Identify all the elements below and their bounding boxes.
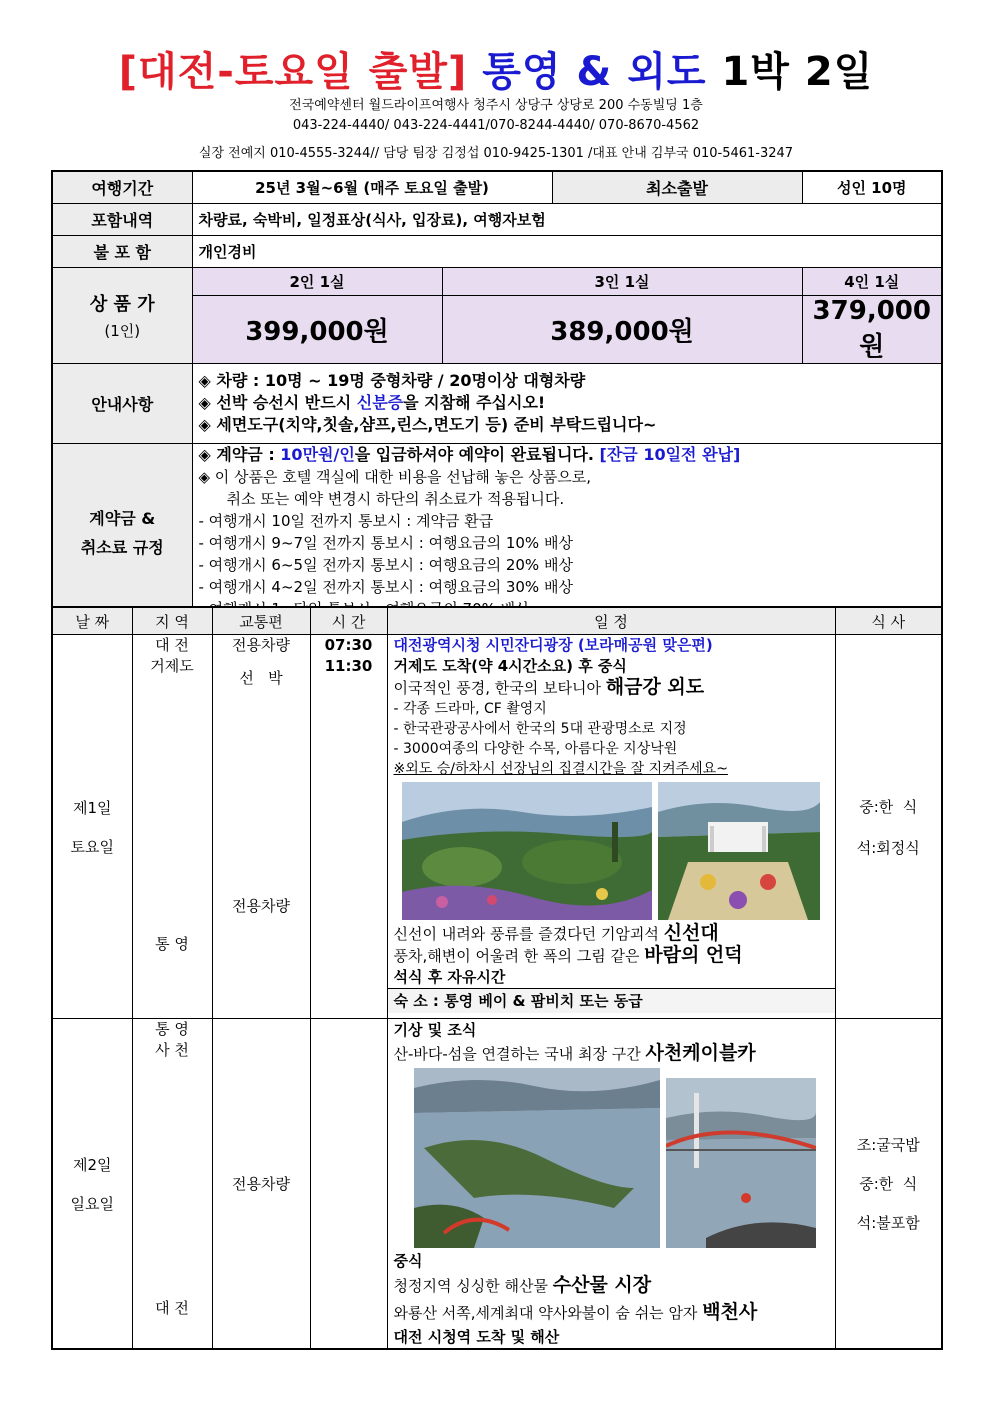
day1-hotel: 숙 소 : 통영 베이 & 팜비치 또는 동급 (388, 988, 835, 1013)
day1-it-8-a: 신선이 내려와 풍류를 즐겼다던 기암괴석 (393, 925, 664, 943)
day1-it-2: 거제도 도착(약 4시간소요) 후 중식 (393, 657, 627, 675)
cancel-line-3: 취소 또는 예약 변경시 하단의 취소료가 적용됩니다. (226, 489, 565, 508)
day2-it-5 (394, 1299, 829, 1326)
cancel-content (192, 443, 942, 621)
wind-hill-highlight: 바람의 언덕 (644, 944, 743, 966)
balance-note: [잔금 10일전 완납] (599, 444, 741, 464)
title-destination: 통영 & 외도 (482, 49, 707, 95)
day1-itinerary (387, 635, 835, 1019)
day1-time-2: 11:30 (324, 657, 373, 675)
period-label: 여행기간 (52, 171, 192, 203)
oedo-highlight: 해금강 외도 (605, 676, 705, 698)
day2-region-3: 대 전 (155, 1299, 189, 1317)
day2-it-3: 중식 (393, 1252, 423, 1270)
day2-itinerary (387, 1019, 835, 1350)
day1-it-5: - 한국관광공사에서 한국의 5대 관광명소로 지정 (393, 721, 687, 737)
day2-meal (835, 1019, 942, 1350)
incl-value: 차량료, 숙박비, 일정표상(식사, 입장료), 여행자보험 (192, 203, 942, 235)
excl-value: 개인경비 (192, 235, 942, 267)
cancel-line-5: - 여행개시 9~7일 전까지 통보시 : 여행요금의 10% 배상 (198, 533, 573, 552)
notice-id-card: 신분증 (356, 393, 404, 412)
day2-it-6: 대전 시청역 도착 및 해산 (393, 1328, 560, 1346)
price-label (52, 267, 192, 363)
day1-photos (394, 779, 829, 923)
excl-label: 불 포 함 (52, 235, 192, 267)
day2-it-4 (394, 1272, 829, 1299)
page-title (0, 40, 992, 97)
day1-weekday: 토요일 (70, 837, 114, 856)
price-3: 389,000원 (442, 295, 802, 363)
period-value: 25년 3월~6월 (매주 토요일 출발) (192, 171, 552, 203)
cancel-label-2: 취소료 규정 (80, 537, 164, 557)
day2-region (132, 1019, 212, 1350)
day2-region-2: 사 천 (155, 1041, 189, 1059)
notice-line-2-a: ◈ 선박 승선시 반드시 (198, 393, 357, 412)
sacheon-aerial-photo (414, 1068, 660, 1248)
incl-label: 포함내역 (52, 203, 192, 235)
cancel-line-6: - 여행개시 6~5일 전까지 통보시 : 여행요금의 20% 배상 (198, 555, 573, 574)
notice-line-1: ◈ 차량 : 10명 ~ 19명 중형차량 / 20명이상 대형차량 (198, 371, 586, 390)
day2-date (52, 1019, 132, 1350)
col-itinerary: 일 정 (387, 607, 835, 635)
day1-region-3: 통 영 (155, 935, 189, 953)
notice-content (192, 363, 942, 443)
price-label-sub: (1인) (104, 321, 141, 340)
day2-weekday: 일요일 (70, 1194, 114, 1213)
day1-it-9-a: 풍차,해변이 어울려 한 폭의 그림 같은 (393, 947, 645, 965)
day2-meal-2: 중:한 식 (859, 1175, 918, 1193)
day1-meal-1: 중:한 식 (859, 797, 918, 816)
day1-it-4: - 각종 드라마, CF 촬영지 (393, 701, 547, 717)
schedule-table (51, 606, 943, 1350)
day1-row (52, 635, 942, 1019)
day1-it-7: ※외도 승/하차시 선장님의 집결시간을 잘 지켜주세요~ (393, 761, 728, 777)
baekcheonsa-highlight: 백천사 (702, 1301, 758, 1323)
cancel-label-1: 계약금 & (89, 508, 156, 528)
day1-date (52, 635, 132, 1019)
day1-region-2: 거제도 (150, 657, 194, 675)
day2-trans-1: 전용차량 (232, 1175, 290, 1193)
notice-line-2-c: 을 지참해 주십시오! (403, 393, 546, 412)
day2-time (310, 1019, 387, 1350)
notice-line-3: ◈ 세면도구(치약,칫솔,샴프,린스,면도기 등) 준비 부탁드립니다~ (198, 415, 657, 434)
oedo-garden-photo (402, 782, 652, 920)
price-4: 379,000원 (802, 295, 942, 363)
day1-it-3 (394, 677, 829, 699)
day2-it-5-a: 와룡산 서쪽,세계최대 약사와불이 숨 쉬는 암자 (393, 1304, 703, 1322)
title-duration: 1박 2일 (721, 49, 874, 95)
day1-region-1: 대 전 (155, 636, 189, 654)
day1-meal-2: 석:회정식 (856, 838, 920, 857)
day1-it-1: 대전광역시청 시민잔디광장 (보라매공원 맞은편) (393, 636, 713, 654)
day2-meal-3: 석:불포함 (856, 1214, 920, 1232)
room-2: 2인 1실 (192, 267, 442, 295)
day2-it-2-a: 산-바다-섬을 연결하는 국내 최장 구간 (393, 1045, 646, 1063)
room-4: 4인 1실 (802, 267, 942, 295)
cancel-line-7: - 여행개시 4~2일 전까지 통보시 : 여행요금의 30% 배상 (198, 577, 573, 596)
day1-it-10: 석식 후 자유시간 (393, 968, 506, 986)
day1-region (132, 635, 212, 1019)
deposit-amount: 10만원/인 (280, 444, 355, 464)
day2-it-1: 기상 및 조식 (393, 1021, 477, 1039)
day1-time (310, 635, 387, 1019)
cancel-label (52, 443, 192, 621)
day1-meal (835, 635, 942, 1019)
title-departure: [대전-토요일 출발] (118, 49, 468, 95)
notice-line-2 (199, 392, 936, 414)
room-3: 3인 1실 (442, 267, 802, 295)
day2-meal-1: 조:굴국밥 (856, 1136, 920, 1154)
cancel-line-2: ◈ 이 상품은 호텔 객실에 대한 비용을 선납해 놓은 상품으로, (198, 467, 591, 486)
agency-contacts: 실장 전예지 010-4555-3244// 담당 팀장 김정섭 010-9425-1301 /대표 안내 김부국 010-5461-3247 (198, 146, 794, 161)
day1-it-3-a: 이국적인 풍경, 한국의 보타니아 (393, 679, 606, 697)
cablecar-highlight: 사천케이블카 (645, 1042, 756, 1064)
day1-transport (212, 635, 310, 1019)
day2-transport (212, 1019, 310, 1350)
day1-it-9 (394, 945, 829, 967)
day1-it-6: - 3000여종의 다양한 수목, 아름다운 지상낙원 (393, 741, 678, 757)
min-value: 성인 10명 (802, 171, 942, 203)
info-table (51, 170, 943, 622)
col-date: 날 짜 (52, 607, 132, 635)
col-meal: 식 사 (835, 607, 942, 635)
col-time: 시 간 (310, 607, 387, 635)
day2-region-1: 통 영 (155, 1020, 189, 1038)
market-highlight: 수산물 시장 (552, 1274, 652, 1296)
min-label: 최소출발 (552, 171, 802, 203)
price-label-main: 상 품 가 (89, 293, 155, 315)
day1-trans-1: 전용차량 (232, 636, 290, 654)
sacheon-bridge-photo (666, 1078, 816, 1248)
cancel-line-1-c: 을 입금하셔야 예약이 완료됩니다. (354, 444, 600, 464)
cancel-line-1-a: ◈ 계약금 : (198, 444, 281, 464)
cancel-line-1 (199, 444, 936, 466)
day1-trans-3: 전용차량 (232, 897, 290, 915)
notice-label: 안내사항 (52, 363, 192, 443)
day2-row (52, 1019, 942, 1350)
day2-it-2 (394, 1041, 829, 1066)
day1-it-8 (394, 923, 829, 945)
day2-photos (394, 1066, 829, 1250)
day1-trans-2: 선 박 (239, 669, 283, 687)
sinseondae-highlight: 신선대 (663, 922, 719, 944)
day2-it-4-a: 청정지역 싱싱한 해산물 (393, 1277, 553, 1295)
col-region: 지 역 (132, 607, 212, 635)
price-2: 399,000원 (192, 295, 442, 363)
cancel-line-4: - 여행개시 10일 전까지 통보시 : 계약금 환급 (198, 511, 494, 530)
agency-address: 전국예약센터 월드라이프여행사 청주시 상당구 상당로 200 수동빌딩 1층 (289, 98, 703, 113)
agency-phones: 043-224-4440/ 043-224-4441/070-8244-4440/ 070-8670-4562 (292, 118, 700, 133)
day2-date-num: 제2일 (72, 1155, 112, 1174)
day1-time-1: 07:30 (324, 636, 373, 654)
day1-date-num: 제1일 (72, 798, 112, 817)
oedo-pavilion-photo (658, 782, 820, 920)
col-transport: 교통편 (212, 607, 310, 635)
